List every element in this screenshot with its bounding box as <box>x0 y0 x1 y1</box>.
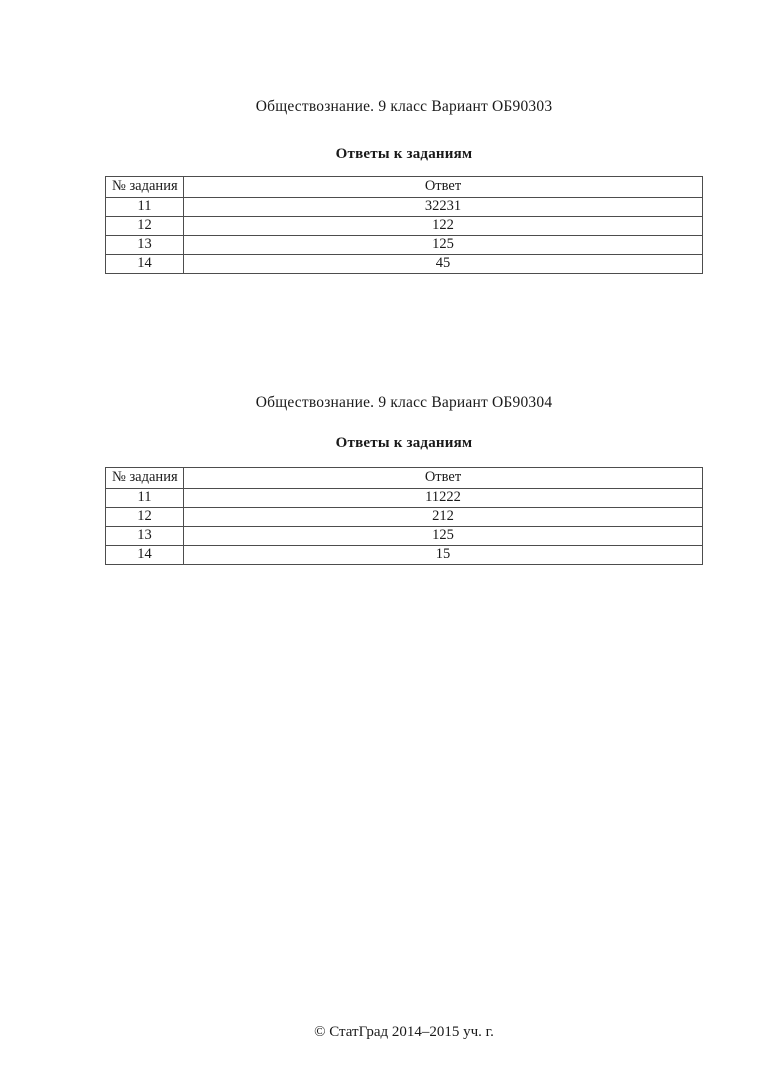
column-header-task-number: № задания <box>106 468 184 489</box>
answers-table-variant-1 <box>105 176 703 274</box>
section-1-answers-heading: Ответы к заданиям <box>335 146 473 162</box>
section-1-title: Обществознание. 9 класс Вариант ОБ90303 <box>255 98 553 115</box>
task-number-cell: 14 <box>106 546 184 565</box>
table-row <box>106 508 703 527</box>
table-row <box>106 255 703 274</box>
section-2-answers-heading: Ответы к заданиям <box>335 435 473 451</box>
table-header-row <box>106 468 703 489</box>
table-row <box>106 546 703 565</box>
answer-cell: 125 <box>184 236 703 255</box>
table-header-row <box>106 177 703 198</box>
copyright-footer: © СтатГрад 2014–2015 уч. г. <box>314 1024 494 1040</box>
answer-cell: 11222 <box>184 489 703 508</box>
task-number-cell: 11 <box>106 489 184 508</box>
table-row <box>106 489 703 508</box>
table-row <box>106 236 703 255</box>
task-number-cell: 11 <box>106 198 184 217</box>
answer-cell: 212 <box>184 508 703 527</box>
task-number-cell: 14 <box>106 255 184 274</box>
column-header-answer: Ответ <box>184 468 703 489</box>
task-number-cell: 12 <box>106 508 184 527</box>
answers-table-variant-2 <box>105 467 703 565</box>
section-2-title: Обществознание. 9 класс Вариант ОБ90304 <box>255 394 553 411</box>
answer-cell: 125 <box>184 527 703 546</box>
answer-cell: 45 <box>184 255 703 274</box>
answer-cell: 32231 <box>184 198 703 217</box>
answer-cell: 122 <box>184 217 703 236</box>
table-row <box>106 217 703 236</box>
table-row <box>106 198 703 217</box>
task-number-cell: 12 <box>106 217 184 236</box>
task-number-cell: 13 <box>106 527 184 546</box>
column-header-answer: Ответ <box>184 177 703 198</box>
table-row <box>106 527 703 546</box>
column-header-task-number: № задания <box>106 177 184 198</box>
answer-cell: 15 <box>184 546 703 565</box>
task-number-cell: 13 <box>106 236 184 255</box>
